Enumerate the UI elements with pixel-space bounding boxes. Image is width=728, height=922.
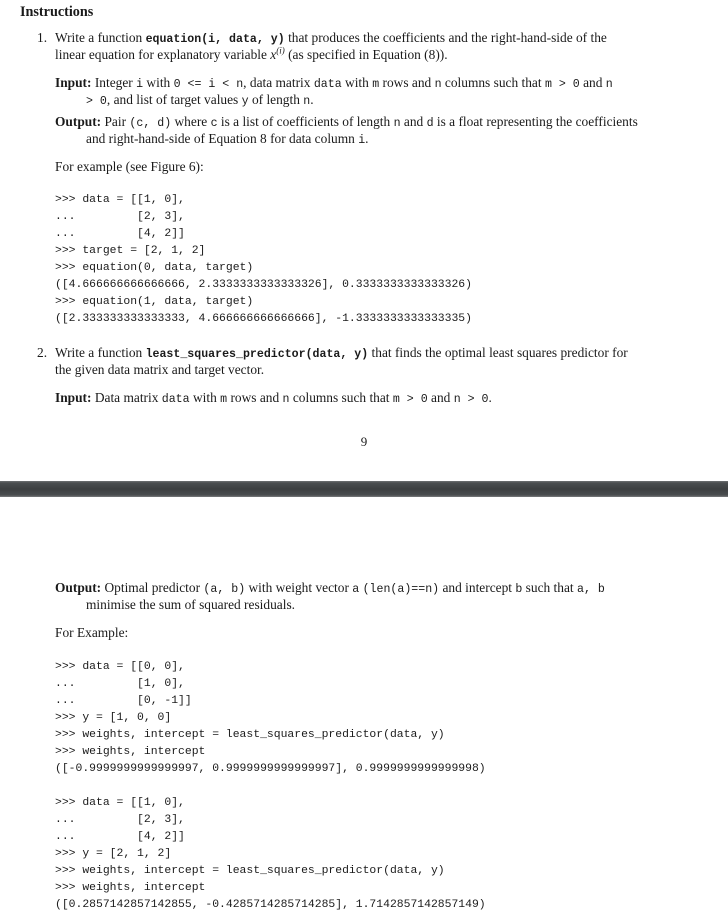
code-line: >>> equation(1, data, target)	[55, 296, 254, 308]
item-1-code-block	[55, 192, 472, 328]
item-1-input-line-2: > 0, and list of target values y of length n.	[86, 92, 314, 108]
item-2-line-1: Write a function least_squares_predictor(data, y) that finds the optimal least squares predictor for	[55, 345, 628, 361]
code-line: >>> target = [2, 1, 2]	[55, 245, 206, 257]
item-2-output-line-2: minimise the sum of squared residuals.	[86, 597, 296, 612]
code-line: ... [4, 2]]	[55, 831, 185, 843]
code-line: ... [0, -1]]	[55, 695, 192, 707]
code-line: ([-0.9999999999999997, 0.9999999999999997], 0.9999999999999998)	[55, 763, 486, 775]
item-2-line-2: the given data matrix and target vector.	[55, 362, 265, 377]
item-1-input-line-1: Input: Integer i with 0 <= i < n, data matrix data with m rows and n columns such that m > 0 and n	[55, 75, 613, 91]
item-2-output-line-1: Output: Optimal predictor (a, b) with weight vector a (len(a)==n) and intercept b such that a, b	[55, 580, 605, 596]
item-1-output-line-1: Output: Pair (c, d) where c is a list of coefficients of length n and d is a float representing the coefficients	[55, 114, 638, 130]
item-1-number: 1.	[37, 30, 48, 45]
code-line: ... [2, 3],	[55, 211, 185, 223]
code-line: ... [4, 2]]	[55, 228, 185, 240]
code-line: ... [1, 0],	[55, 678, 185, 690]
item-2-example-intro: For Example:	[55, 625, 129, 640]
item-2-code-block-1	[55, 659, 486, 778]
code-line: >>> weights, intercept	[55, 882, 206, 894]
page-number: 9	[360, 434, 368, 449]
code-line: >>> data = [[0, 0],	[55, 661, 185, 673]
code-line: ([2.333333333333333, 4.666666666666666], -1.3333333333333335)	[55, 313, 472, 325]
item-2-number: 2.	[37, 345, 48, 360]
code-line: >>> weights, intercept = least_squares_predictor(data, y)	[55, 865, 445, 877]
item-1-output-line-2: and right-hand-side of Equation 8 for data column i.	[86, 131, 369, 147]
page-divider	[0, 481, 728, 497]
code-line: >>> y = [1, 0, 0]	[55, 712, 172, 724]
code-line: >>> y = [2, 1, 2]	[55, 848, 172, 860]
code-line: >>> data = [[1, 0],	[55, 797, 185, 809]
item-2-input-line-1: Input: Data matrix data with m rows and n columns such that m > 0 and n > 0.	[55, 390, 492, 406]
section-heading: Instructions	[20, 4, 94, 20]
item-1-example-intro: For example (see Figure 6):	[55, 159, 204, 174]
code-line: >>> weights, intercept	[55, 746, 206, 758]
code-line: >>> equation(0, data, target)	[55, 262, 254, 274]
item-2-code-block-2	[55, 795, 486, 914]
item-1-line-1: Write a function equation(i, data, y) that produces the coefficients and the right-hand-side of the	[55, 30, 607, 46]
code-line: >>> weights, intercept = least_squares_predictor(data, y)	[55, 729, 445, 741]
item-1-line-2: linear equation for explanatory variable $x^{(i)}$ (as specified in Equation (8)).	[55, 45, 448, 62]
code-line: ([4.666666666666666, 2.3333333333333326], 0.3333333333333326)	[55, 279, 472, 291]
code-line: >>> data = [[1, 0],	[55, 194, 185, 206]
code-line: ... [2, 3],	[55, 814, 185, 826]
code-line: ([0.2857142857142855, -0.4285714285714285], 1.7142857142857149)	[55, 899, 486, 911]
